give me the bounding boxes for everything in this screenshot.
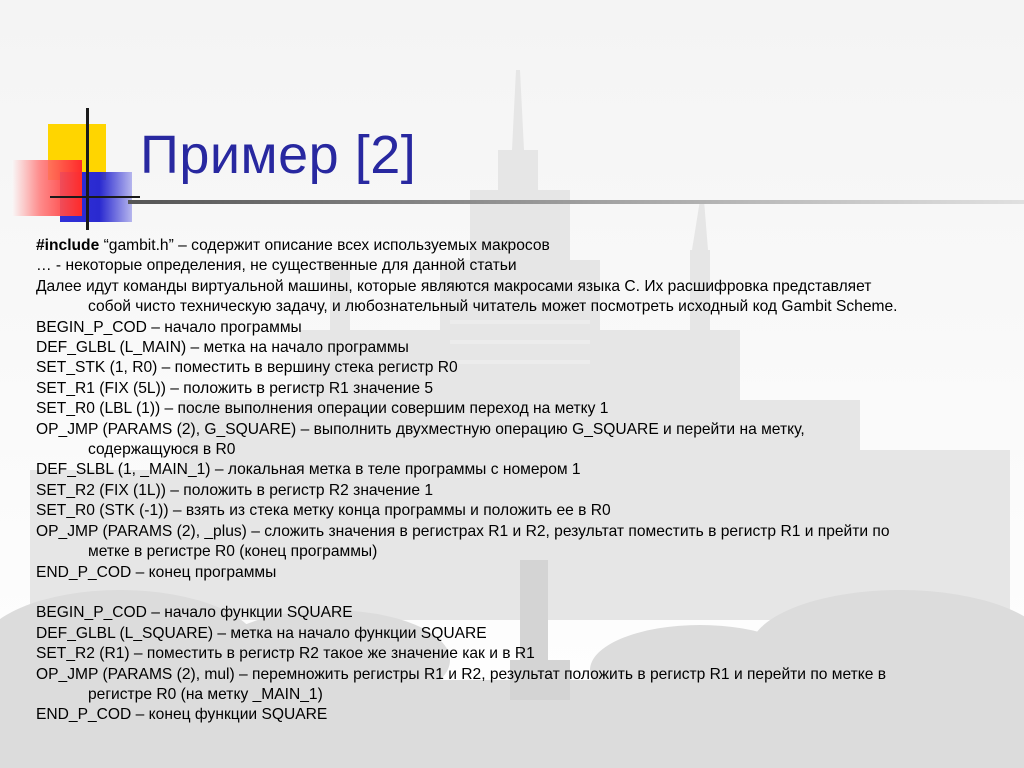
line-text: OP_JMP (PARAMS (2), mul) – перемножить регистры R1 и R2, результат положить в регистр R1 и перейти по метке в [36,665,887,683]
text-line-continuation: собой чисто техническую задачу, и любознательный читатель может посмотреть исходный код Gambit Scheme. [88,298,898,316]
slide-body [36,236,996,726]
text-line [36,705,996,725]
text-line [36,236,996,256]
line-text: BEGIN_P_COD – начало программы [36,318,302,336]
text-line [36,420,996,440]
line-text: DEF_GLBL (L_SQUARE) – метка на начало функции SQUARE [36,624,487,642]
keyword-bold: #include [36,237,100,254]
text-line [36,583,996,603]
text-line [36,665,996,685]
line-text: Далее идут команды виртуальной машины, которые являются макросами языка С. Их расшифровка представляет [36,277,872,295]
text-line [36,522,996,542]
logo-red-square [12,160,82,216]
line-text: DEF_GLBL (L_MAIN) – метка на начало программы [36,339,409,357]
text-line-continuation: метке в регистре R0 (конец программы) [88,543,378,561]
text-line [36,399,996,419]
line-text: … - некоторые определения, не существенные для данной статьи [36,257,517,275]
line-text: “gambit.h” – содержит описание всех используемых макросов [99,237,550,254]
text-line [36,277,996,297]
line-text: END_P_COD – конец функции SQUARE [36,706,328,724]
line-text: END_P_COD – конец программы [36,563,277,581]
line-text: SET_R2 (R1) – поместить в регистр R2 такое же значение как и в R1 [36,645,535,663]
text-line [36,644,996,664]
line-text: OP_JMP (PARAMS (2), _plus) – сложить значения в регистрах R1 и R2, результат поместить в регистр R1 и прейти по [36,522,890,540]
line-text: SET_R0 (LBL (1)) – после выполнения операции совершим переход на метку 1 [36,400,609,418]
line-text: DEF_SLBL (1, _MAIN_1) – локальная метка в теле программы с номером 1 [36,461,581,479]
text-line [36,501,996,521]
line-text: SET_STK (1, R0) – поместить в вершину стека регистр R0 [36,359,458,377]
title-underline [128,200,1024,204]
text-line [36,318,996,338]
text-line-continuation: регистре R0 (на метку _MAIN_1) [88,685,323,703]
text-line [36,603,996,623]
text-line [36,358,996,378]
logo-horizontal-line [50,196,140,198]
text-line [36,338,996,358]
text-line [36,624,996,644]
text-line [36,460,996,480]
line-text: SET_R0 (STK (-1)) – взять из стека метку конца программы и положить ее в R0 [36,502,611,520]
line-text: SET_R2 (FIX (1L)) – положить в регистр R2 значение 1 [36,481,434,499]
line-text: BEGIN_P_COD – начало функции SQUARE [36,604,353,622]
slide-title: Пример [2] [140,125,417,185]
logo-vertical-line [86,108,89,230]
text-line [36,563,996,583]
text-line [36,379,996,399]
text-line [36,481,996,501]
text-line [36,256,996,276]
line-text: OP_JMP (PARAMS (2), G_SQUARE) – выполнить двухместную операцию G_SQUARE и перейти на метку, [36,420,805,438]
line-text: SET_R1 (FIX (5L)) – положить в регистр R1 значение 5 [36,379,434,397]
text-line-continuation: содержащуюся в R0 [88,441,236,459]
